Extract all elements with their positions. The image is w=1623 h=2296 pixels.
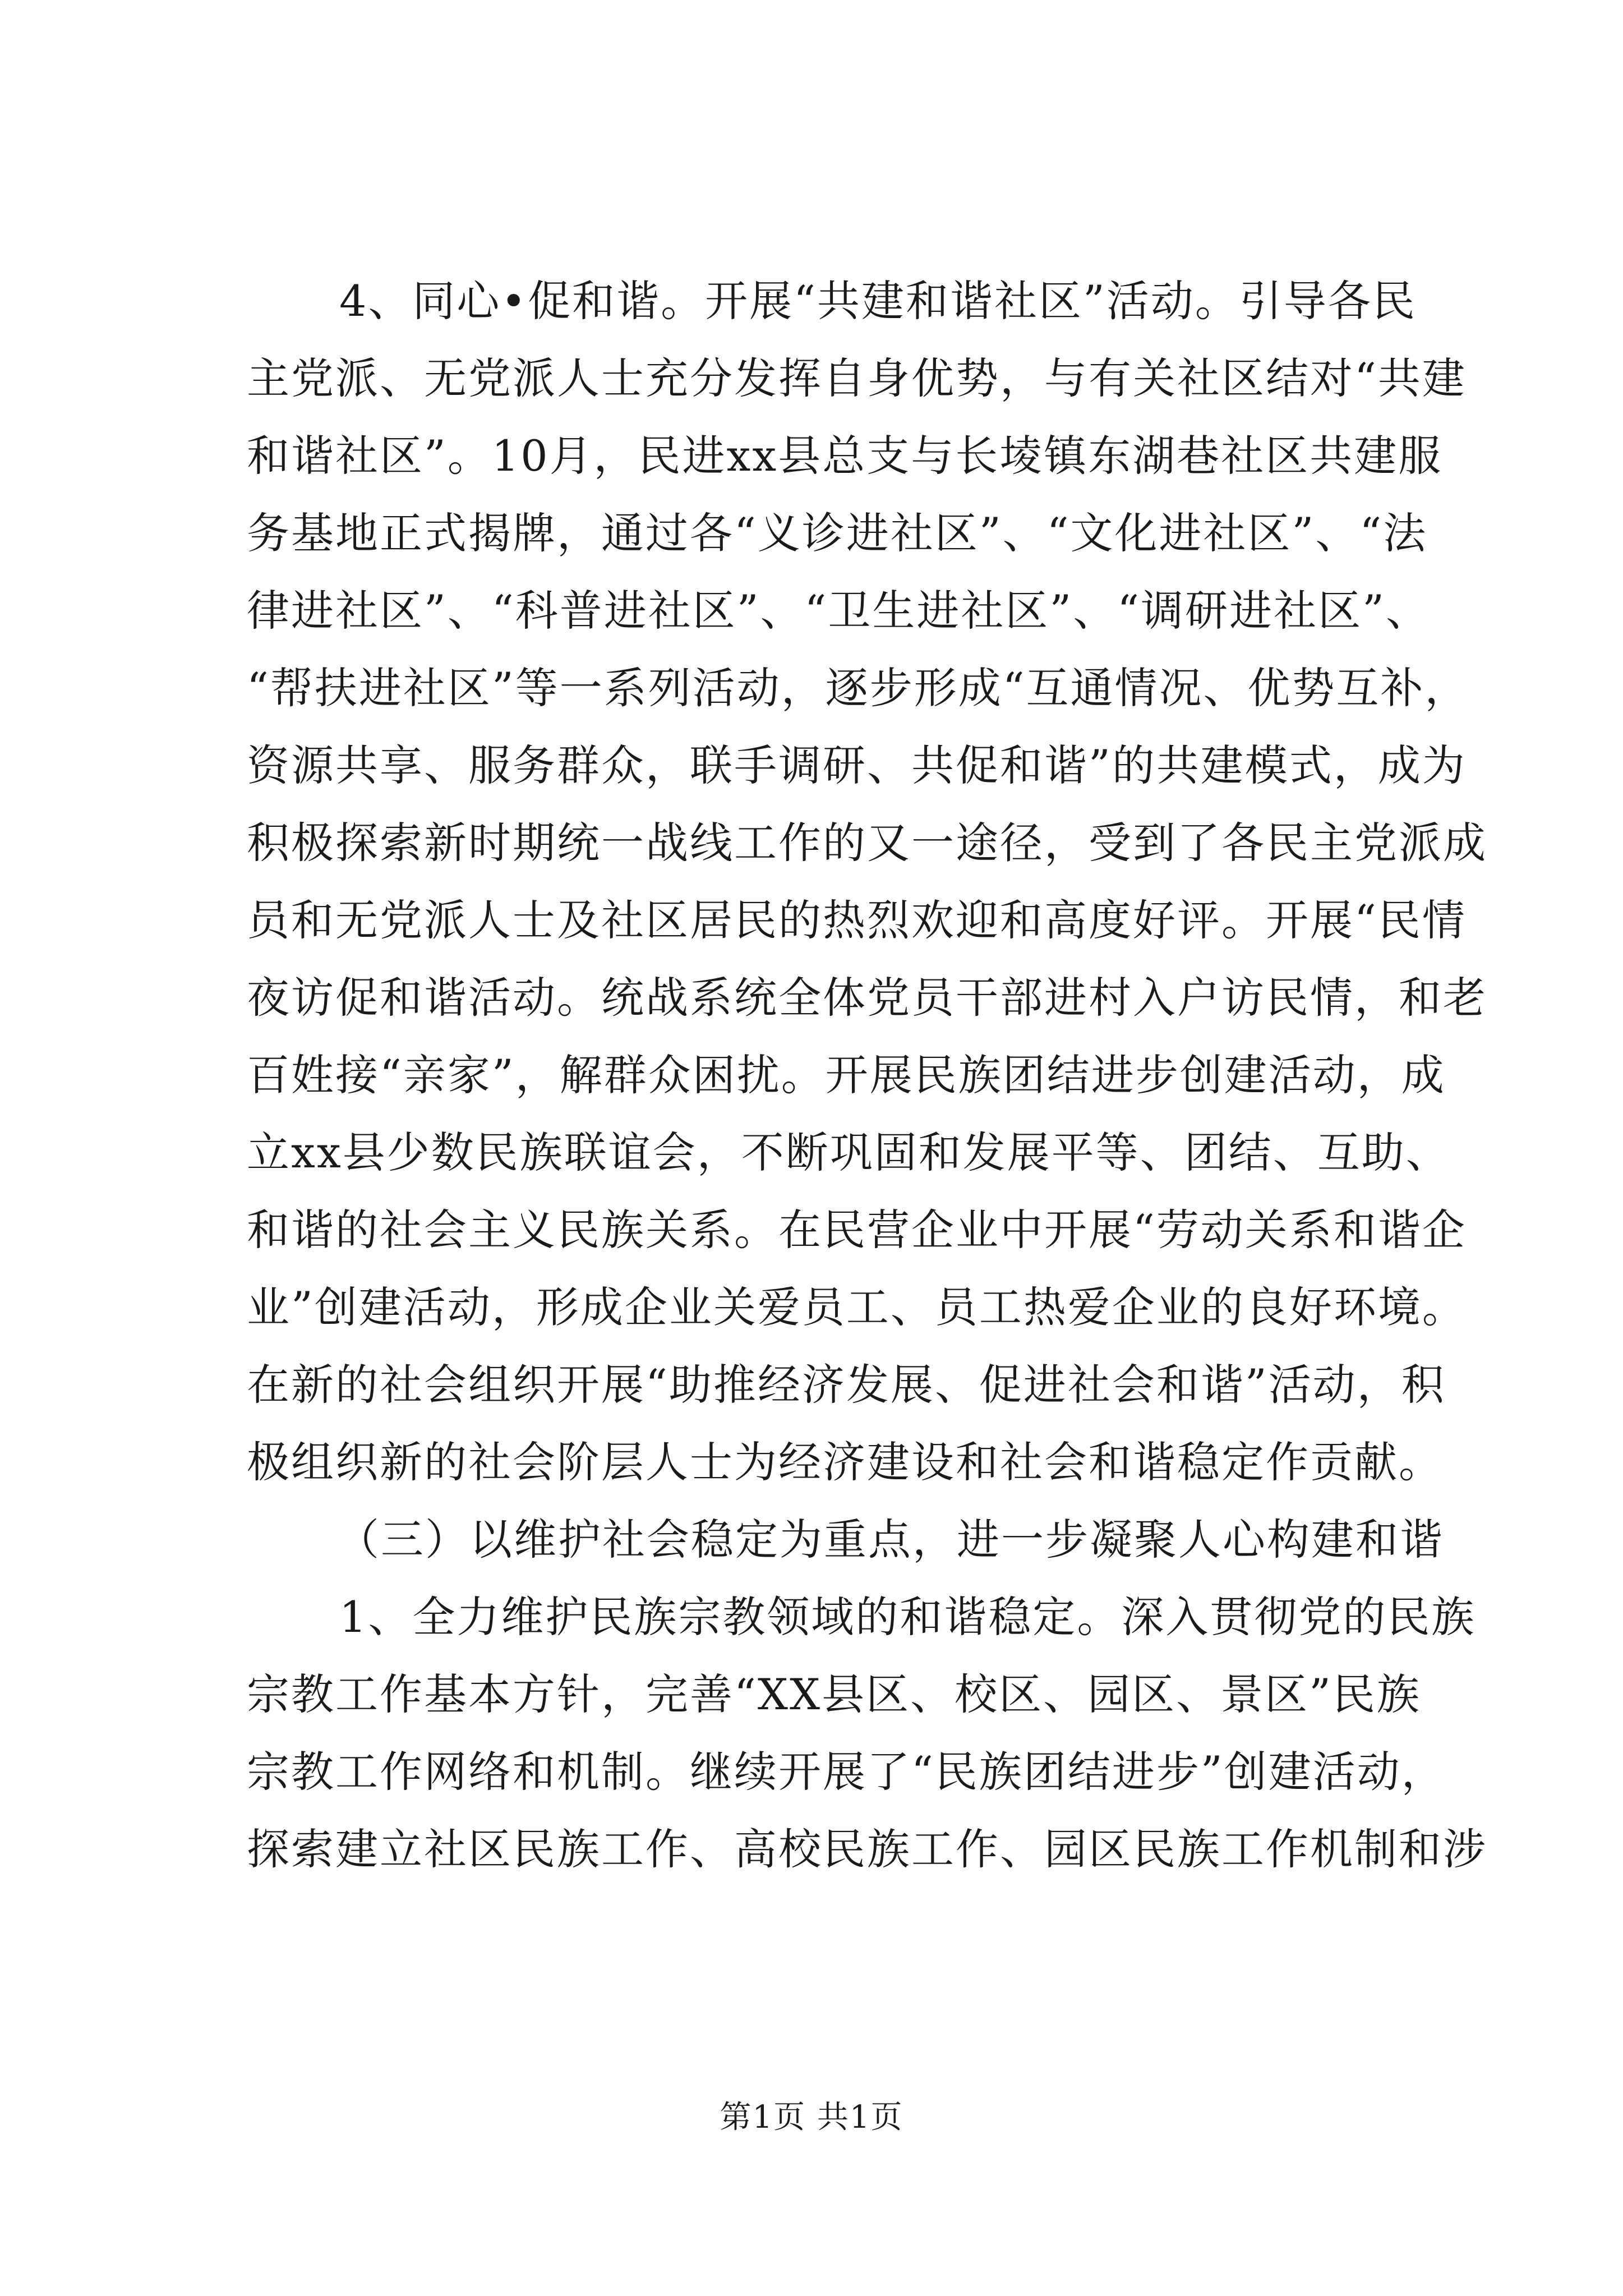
text-line: 探索建立社区民族工作、高校民族工作、园区民族工作机制和涉 — [247, 1824, 1487, 1874]
text-line: 务基地正式揭牌，通过各“义诊进社区”、“文化进社区”、“法 — [247, 508, 1428, 558]
text-line: 积极探索新时期统一战线工作的又一途径，受到了各民主党派成 — [247, 818, 1487, 868]
text-line: 宗教工作基本方针，完善“XX县区、校区、园区、景区”民族 — [247, 1669, 1421, 1719]
text-line: 资源共享、服务群众，联手调研、共促和谐”的共建模式，成为 — [247, 740, 1467, 790]
text-line: 和谐的社会主义民族关系。在民营企业中开展“劳动关系和谐企 — [247, 1205, 1467, 1255]
text-line: 4、同心•促和谐。开展“共建和谐社区”活动。引导各民 — [339, 276, 1417, 326]
text-line: 宗教工作网络和机制。继续开展了“民族团结进步”创建活动， — [247, 1747, 1446, 1797]
text-line: 1、全力维护民族宗教领域的和谐稳定。深入贯彻党的民族 — [339, 1592, 1476, 1642]
text-line: 立xx县少数民族联谊会，不断巩固和发展平等、团结、互助、 — [247, 1128, 1450, 1177]
page-footer: 第1页 共1页 — [720, 2099, 903, 2136]
text-line: 员和无党派人士及社区居民的热烈欢迎和高度好评。开展“民情 — [247, 895, 1467, 945]
text-line: 百姓接“亲家”，解群众困扰。开展民族团结进步创建活动，成 — [247, 1050, 1446, 1100]
text-line: 律进社区”、“科普进社区”、“卫生进社区”、“调研进社区”、 — [247, 586, 1430, 636]
text-line: 和谐社区”。10月，民进xx县总支与长堎镇东湖巷社区共建服 — [247, 431, 1443, 481]
text-line: 主党派、无党派人士充分发挥自身优势，与有关社区结对“共建 — [247, 353, 1467, 403]
text-line: “帮扶进社区”等一系列活动，逐步形成“互通情况、优势互补， — [247, 663, 1469, 713]
paragraph-1-ethnic-religious — [247, 1579, 1487, 1888]
paragraph-4-harmony — [247, 263, 1487, 1501]
text-line: 业”创建活动，形成企业关爱员工、员工热爱企业的良好环境。 — [247, 1282, 1467, 1332]
text-line: 极组织新的社会阶层人士为经济建设和社会和谐稳定作贡献。 — [247, 1437, 1443, 1487]
document-body — [247, 263, 1487, 1888]
section-heading-3: （三）以维护社会稳定为重点，进一步凝聚人心构建和谐 — [336, 1515, 1444, 1565]
text-line: 在新的社会组织开展“助推经济发展、促进社会和谐”活动，积 — [247, 1360, 1446, 1410]
text-line: 夜访促和谐活动。统战系统全体党员干部进村入户访民情，和老 — [247, 973, 1487, 1023]
